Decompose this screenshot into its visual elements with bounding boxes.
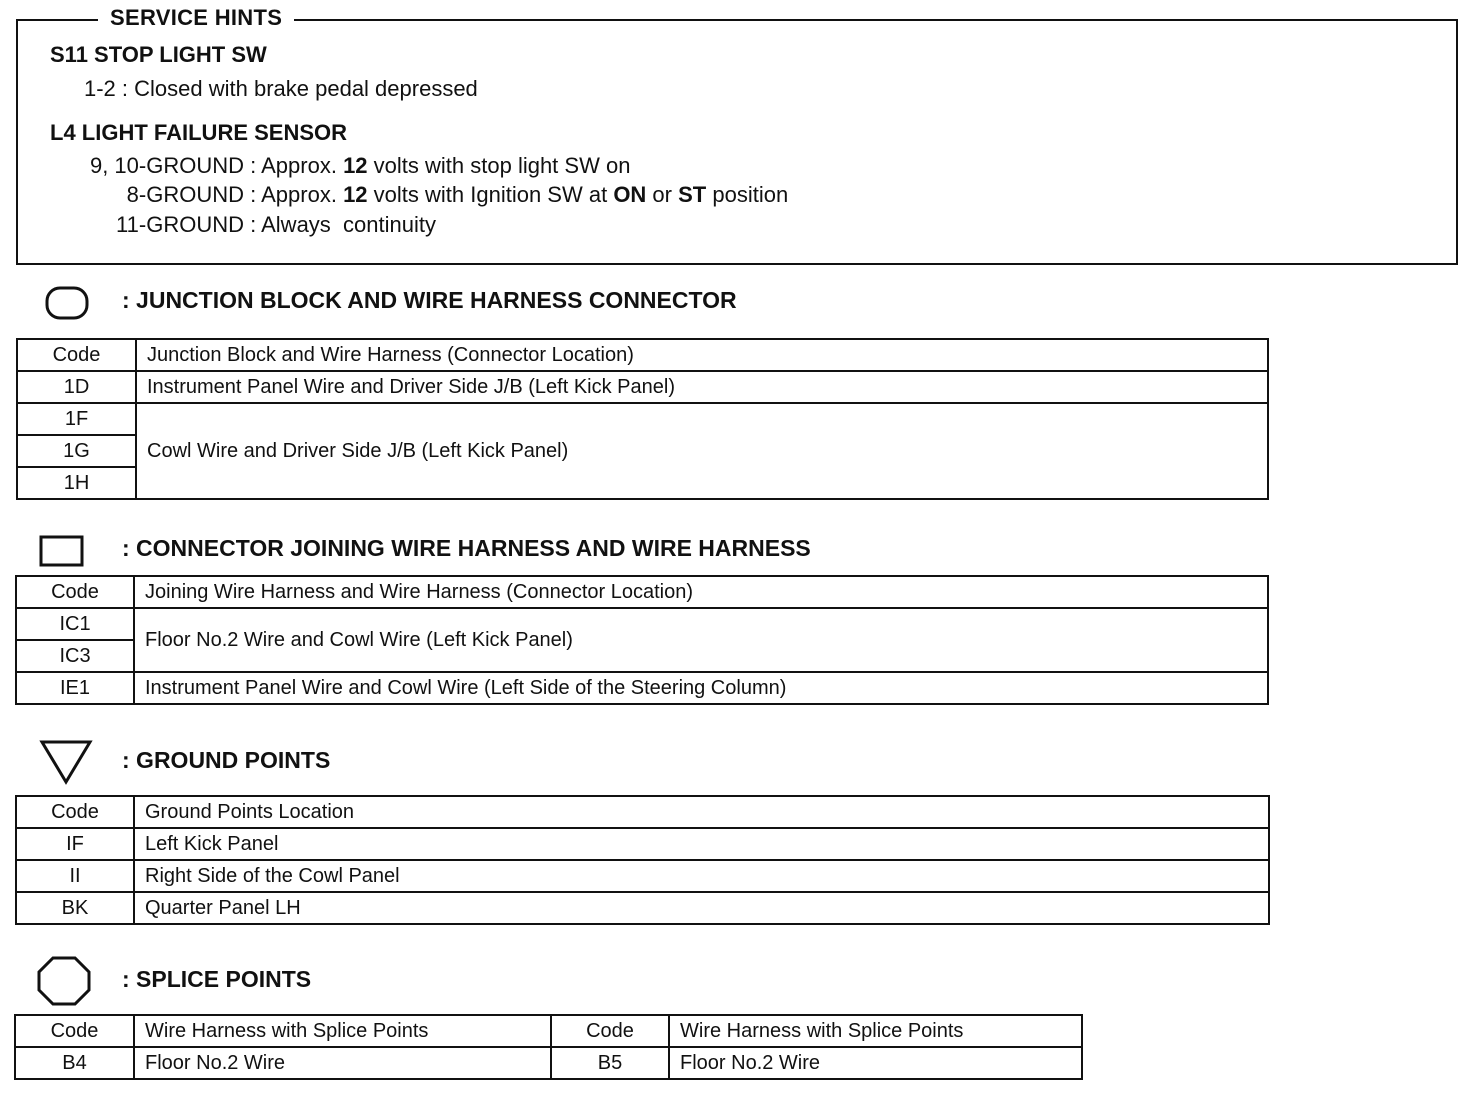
row-desc: Floor No.2 Wire: [669, 1047, 1082, 1079]
row-code: 1F: [17, 403, 136, 435]
row-code: B4: [15, 1047, 134, 1079]
ground-points-title: : GROUND POINTS: [122, 747, 331, 773]
table-row: [16, 892, 1269, 924]
header-code: Code: [551, 1015, 669, 1047]
hint-text-l4-2: : Approx. 12 volts with Ignition SW at ON or ST position: [244, 182, 789, 207]
header-code: Code: [16, 796, 134, 828]
table-row: [16, 608, 1268, 640]
table-header: [17, 339, 1268, 371]
octagon-icon: [36, 955, 92, 1007]
hint-terminal-l4-1: 9, 10-GROUND: [89, 153, 244, 178]
connector-joining-table: [15, 575, 1269, 705]
table-row: [15, 1047, 1082, 1079]
header-code: Code: [15, 1015, 134, 1047]
table-row: [17, 403, 1268, 435]
row-code: B5: [551, 1047, 669, 1079]
rounded-rect-icon: [44, 284, 90, 322]
splice-points-table: [14, 1014, 1083, 1080]
header-desc: Junction Block and Wire Harness (Connector Location): [136, 339, 1268, 371]
header-desc: Wire Harness with Splice Points: [134, 1015, 551, 1047]
hint-terminal-l4-2: 8-GROUND: [126, 182, 244, 207]
row-desc: Floor No.2 Wire and Cowl Wire (Left Kick Panel): [134, 608, 1268, 672]
table-row: [16, 860, 1269, 892]
header-desc: Joining Wire Harness and Wire Harness (Connector Location): [134, 576, 1268, 608]
row-code: IE1: [16, 672, 134, 704]
hint-heading-l4: L4 LIGHT FAILURE SENSOR: [50, 120, 348, 145]
row-desc: Instrument Panel Wire and Cowl Wire (Left Side of the Steering Column): [134, 672, 1268, 704]
row-desc: Floor No.2 Wire: [134, 1047, 551, 1079]
hint-text-l4-1: : Approx. 12 volts with stop light SW on: [244, 153, 631, 178]
ground-points-table: [15, 795, 1270, 925]
triangle-down-icon: [38, 738, 94, 786]
service-hints-title: SERVICE HINTS: [98, 5, 294, 31]
hint-line-s11-1: 1-2 : Closed with brake pedal depressed: [84, 76, 478, 101]
table-row: [16, 828, 1269, 860]
row-desc: Left Kick Panel: [134, 828, 1269, 860]
table-header: [15, 1015, 1082, 1047]
splice-points-title: : SPLICE POINTS: [122, 966, 312, 992]
row-code: IC1: [16, 608, 134, 640]
row-code: BK: [16, 892, 134, 924]
table-header: [16, 796, 1269, 828]
row-code: II: [16, 860, 134, 892]
junction-block-title: : JUNCTION BLOCK AND WIRE HARNESS CONNECTOR: [122, 287, 737, 313]
hint-terminal-l4-3: 11-GROUND: [116, 212, 244, 237]
hint-heading-s11: S11 STOP LIGHT SW: [50, 42, 267, 67]
row-code: IC3: [16, 640, 134, 672]
row-desc: Quarter Panel LH: [134, 892, 1269, 924]
row-desc: Cowl Wire and Driver Side J/B (Left Kick Panel): [136, 403, 1268, 499]
rectangle-icon: [38, 533, 86, 569]
hint-text-l4-3: : Always continuity: [244, 212, 436, 237]
table-header: [16, 576, 1268, 608]
header-code: Code: [16, 576, 134, 608]
header-desc: Wire Harness with Splice Points: [669, 1015, 1082, 1047]
row-desc: Instrument Panel Wire and Driver Side J/B (Left Kick Panel): [136, 371, 1268, 403]
row-code: 1H: [17, 467, 136, 499]
connector-joining-title: : CONNECTOR JOINING WIRE HARNESS AND WIRE HARNESS: [122, 535, 811, 561]
table-row: [17, 371, 1268, 403]
row-code: 1G: [17, 435, 136, 467]
junction-block-table: [16, 338, 1269, 500]
table-row: [16, 672, 1268, 704]
header-code: Code: [17, 339, 136, 371]
row-code: IF: [16, 828, 134, 860]
header-desc: Ground Points Location: [134, 796, 1269, 828]
row-desc: Right Side of the Cowl Panel: [134, 860, 1269, 892]
row-code: 1D: [17, 371, 136, 403]
